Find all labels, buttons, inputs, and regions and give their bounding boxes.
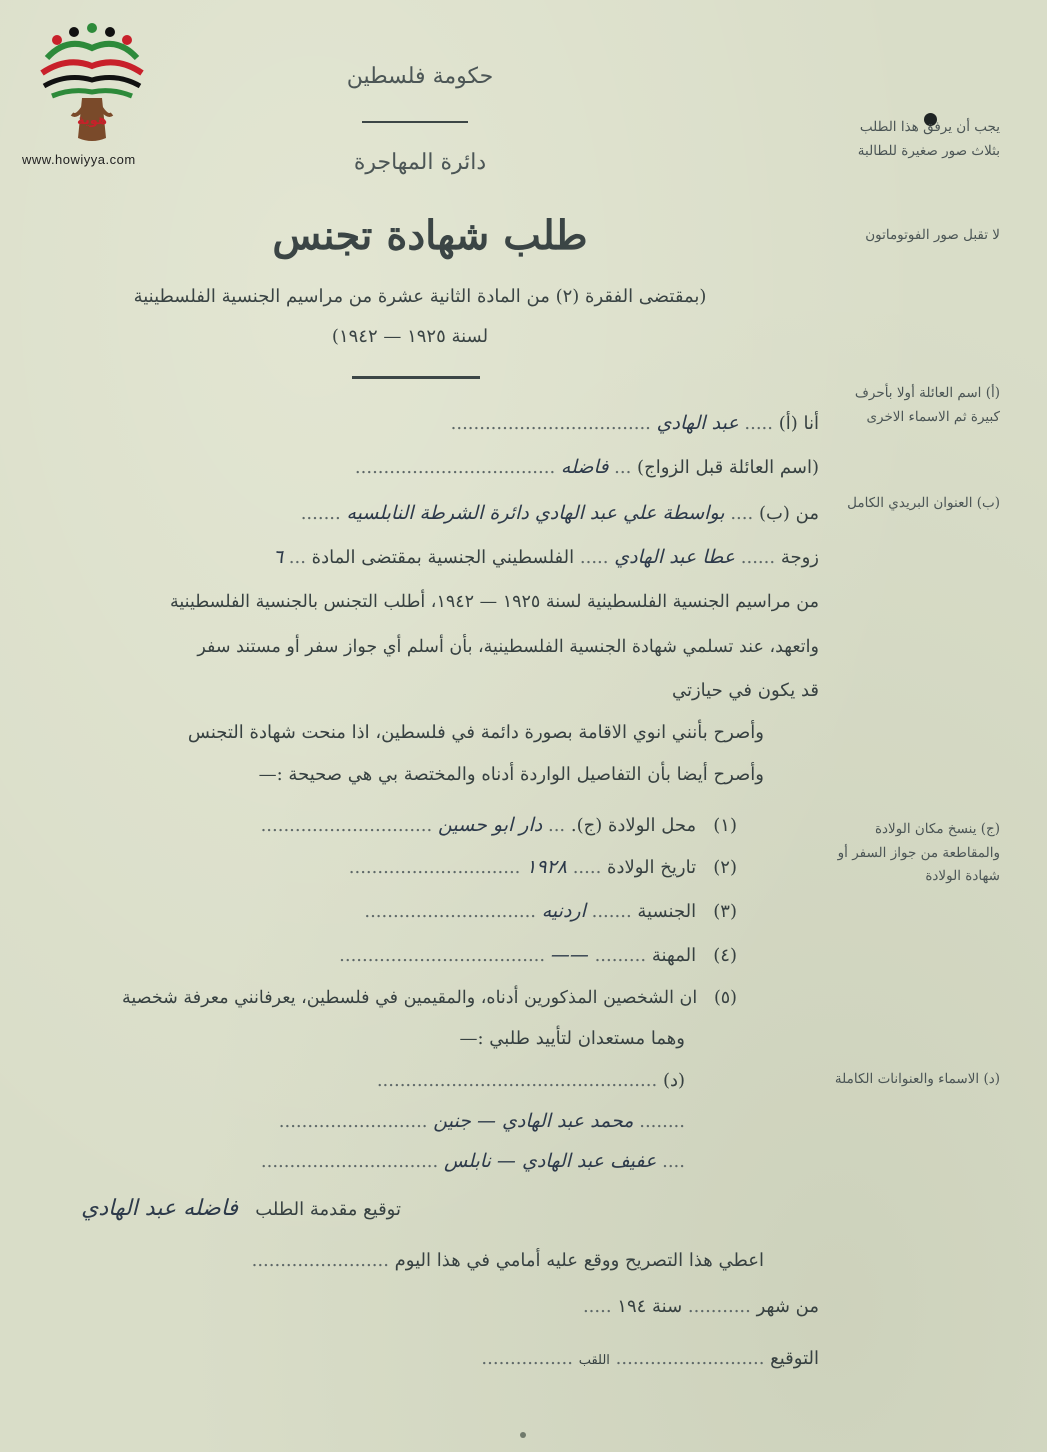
item4-number: (٤) — [713, 945, 737, 966]
dots: ..... — [572, 857, 602, 878]
item-occupation — [339, 944, 737, 966]
text-declared-before: اعطي هذا التصريح ووقع عليه أمامي في هذا اليوم — [394, 1250, 764, 1271]
dots: .... — [730, 503, 754, 524]
label-year: سنة ١٩٤ — [617, 1296, 683, 1317]
dots: ................................................. — [376, 1070, 658, 1091]
form-title: طلب شهادة تجنس — [272, 212, 588, 259]
note-a-family-name: (أ) اسم العائلة أولا بأحرف كبيرة ثم الاسماء الاخرى — [854, 385, 1000, 425]
dots: ... — [288, 547, 306, 568]
value-birthplace: دار ابو حسين — [437, 814, 543, 836]
dots: ............................... — [260, 1151, 439, 1172]
tree-logo-icon — [22, 18, 162, 148]
label-applicant-signature: توقيع مقدمة الطلب — [255, 1199, 401, 1220]
value-spouse: عطا عبد الهادي — [614, 546, 736, 568]
dots: ..... — [744, 413, 773, 434]
item5-number: (٥) — [713, 988, 737, 1008]
label-maiden-name: (اسم العائلة قبل الزواج) — [637, 457, 819, 478]
value-maiden-name: فاضله — [560, 456, 609, 478]
dots: ....... — [591, 901, 632, 922]
line-details-declaration: وأصرح أيضا بأن التفاصيل الواردة أدناه والمختصة بي هي صحيحة :— — [258, 764, 764, 785]
department-heading: دائرة المهاجرة — [353, 150, 487, 175]
label-spouse: زوجة — [780, 547, 819, 568]
dots: ... — [547, 815, 566, 836]
government-heading: حكومة فلسطين — [346, 64, 494, 89]
line-spouse — [273, 546, 819, 568]
line-referees-d — [377, 1070, 685, 1091]
note-b-address: (ب) العنوان البريدي الكامل — [847, 495, 1000, 511]
note-c-birthplace: (ج) ينسخ مكان الولادة والمقاطعة من جواز السفر أو شهادة الولادة — [837, 821, 1000, 885]
line-declared-before — [252, 1250, 764, 1271]
value-birthdate: ١٩٢٨ — [526, 856, 567, 878]
dots: ...... — [740, 547, 776, 568]
item-d-marker: (د) — [662, 1070, 685, 1091]
dots: .............................. — [260, 815, 433, 836]
dots: ... — [614, 457, 632, 478]
dots: .............................. — [348, 857, 521, 878]
dots: ..... — [579, 547, 609, 568]
dots: ........ — [639, 1111, 685, 1132]
line-address — [301, 502, 819, 524]
label-title: اللقب — [578, 1353, 610, 1368]
item2-number: (٢) — [713, 857, 737, 878]
dots: ................................... — [354, 457, 556, 478]
label-nationality: الجنسية — [637, 901, 697, 922]
value-nationality: اردنيه — [541, 900, 586, 922]
pin-mark — [520, 1432, 526, 1438]
dots: ................ — [481, 1348, 573, 1369]
text-referees: ان الشخصين المذكورين أدناه، والمقيمين في فلسطين، يعرفانني معرفة شخصية — [122, 988, 698, 1008]
text-spouse-nationality: الفلسطيني الجنسية بمقتضى المادة — [311, 547, 575, 568]
item-referees — [122, 988, 737, 1008]
howiyya-logo — [22, 18, 162, 167]
dots: .................................... — [339, 945, 546, 966]
form-subtitle-line2: لسنة ١٩٢٥ — ١٩٤٢) — [331, 326, 489, 347]
dots: ........................ — [251, 1250, 389, 1271]
line-signature-title — [481, 1348, 819, 1369]
line-undertaking: واتعهد، عند تسلمي شهادة الجنسية الفلسطينية، بأن أسلم أي جواز سفر أو مستند سفر — [197, 637, 819, 657]
divider-title — [352, 376, 480, 379]
divider-top — [362, 121, 468, 123]
dots: ....... — [300, 503, 341, 524]
label-occupation: المهنة — [651, 945, 697, 966]
logo-brand-text: هوية — [77, 113, 107, 128]
item-birthplace — [261, 814, 737, 836]
line-possession: قد يكون في حيازتي — [671, 680, 819, 701]
line-decrees: من مراسيم الجنسية الفلسطينية لسنة ١٩٢٥ — ١٩٤٢، أطلب التجنس بالجنسية الفلسطينية — [170, 592, 819, 612]
value-occupation: —— — [550, 944, 589, 966]
dots: ......... — [594, 945, 647, 966]
text-referees-support: وهما مستعدان لتأييد طلبي :— — [459, 1028, 685, 1049]
label-applicant: أنا (أ) — [778, 413, 819, 434]
line-maiden-name — [355, 456, 819, 478]
item-birthdate — [349, 856, 737, 878]
note-d-names: (د) الاسماء والعنوانات الكاملة — [834, 1071, 1000, 1087]
value-applicant-signature: فاضله عبد الهادي — [81, 1196, 239, 1221]
dots: .... — [662, 1151, 685, 1172]
value-applicant-name: عبد الهادي — [656, 412, 739, 434]
label-address: من (ب) — [758, 503, 819, 524]
label-birthdate: تاريخ الولادة — [607, 857, 697, 878]
note-photos: يجب أن يرفق هذا الطلب بثلاث صور صغيرة للطالبة — [857, 119, 1000, 159]
line-residence-declaration: وأصرح بأنني انوي الاقامة بصورة دائمة في فلسطين، اذا منحت شهادة التجنس — [187, 722, 764, 743]
logo-url: www.howiyya.com — [22, 152, 136, 167]
dots: ................................... — [450, 413, 651, 434]
dots: .......................... — [615, 1348, 765, 1369]
line-month-year — [583, 1296, 819, 1317]
value-witness-2: عفيف عبد الهادي — نابلس — [443, 1150, 657, 1172]
note-no-auto-photos: لا تقبل صور الفوتوماتون — [865, 227, 1000, 243]
value-address: بواسطة علي عبد الهادي دائرة الشرطة النابلسيه — [346, 502, 725, 524]
line-witness-1 — [279, 1110, 685, 1132]
item-nationality — [364, 900, 737, 922]
label-signature: التوقيع — [770, 1348, 819, 1369]
item1-number: (١) — [713, 815, 737, 836]
line-applicant-name — [451, 412, 819, 434]
value-witness-1: محمد عبد الهادي — جنين — [433, 1110, 634, 1132]
item3-number: (٣) — [713, 901, 737, 922]
dots: .............................. — [364, 901, 537, 922]
value-article-number: ٦ — [272, 546, 284, 568]
label-month: من شهر — [756, 1296, 819, 1317]
line-applicant-signature — [81, 1196, 401, 1221]
dots: ........... — [687, 1296, 751, 1317]
label-birthplace: محل الولادة (ج). — [570, 815, 697, 836]
dots: ..... — [582, 1296, 612, 1317]
dots: .......................... — [278, 1111, 428, 1132]
line-witness-2 — [261, 1150, 685, 1172]
form-subtitle-line1: (بمقتضى الفقرة (٢) من المادة الثانية عشرة من مراسيم الجنسية الفلسطينية — [133, 286, 707, 307]
